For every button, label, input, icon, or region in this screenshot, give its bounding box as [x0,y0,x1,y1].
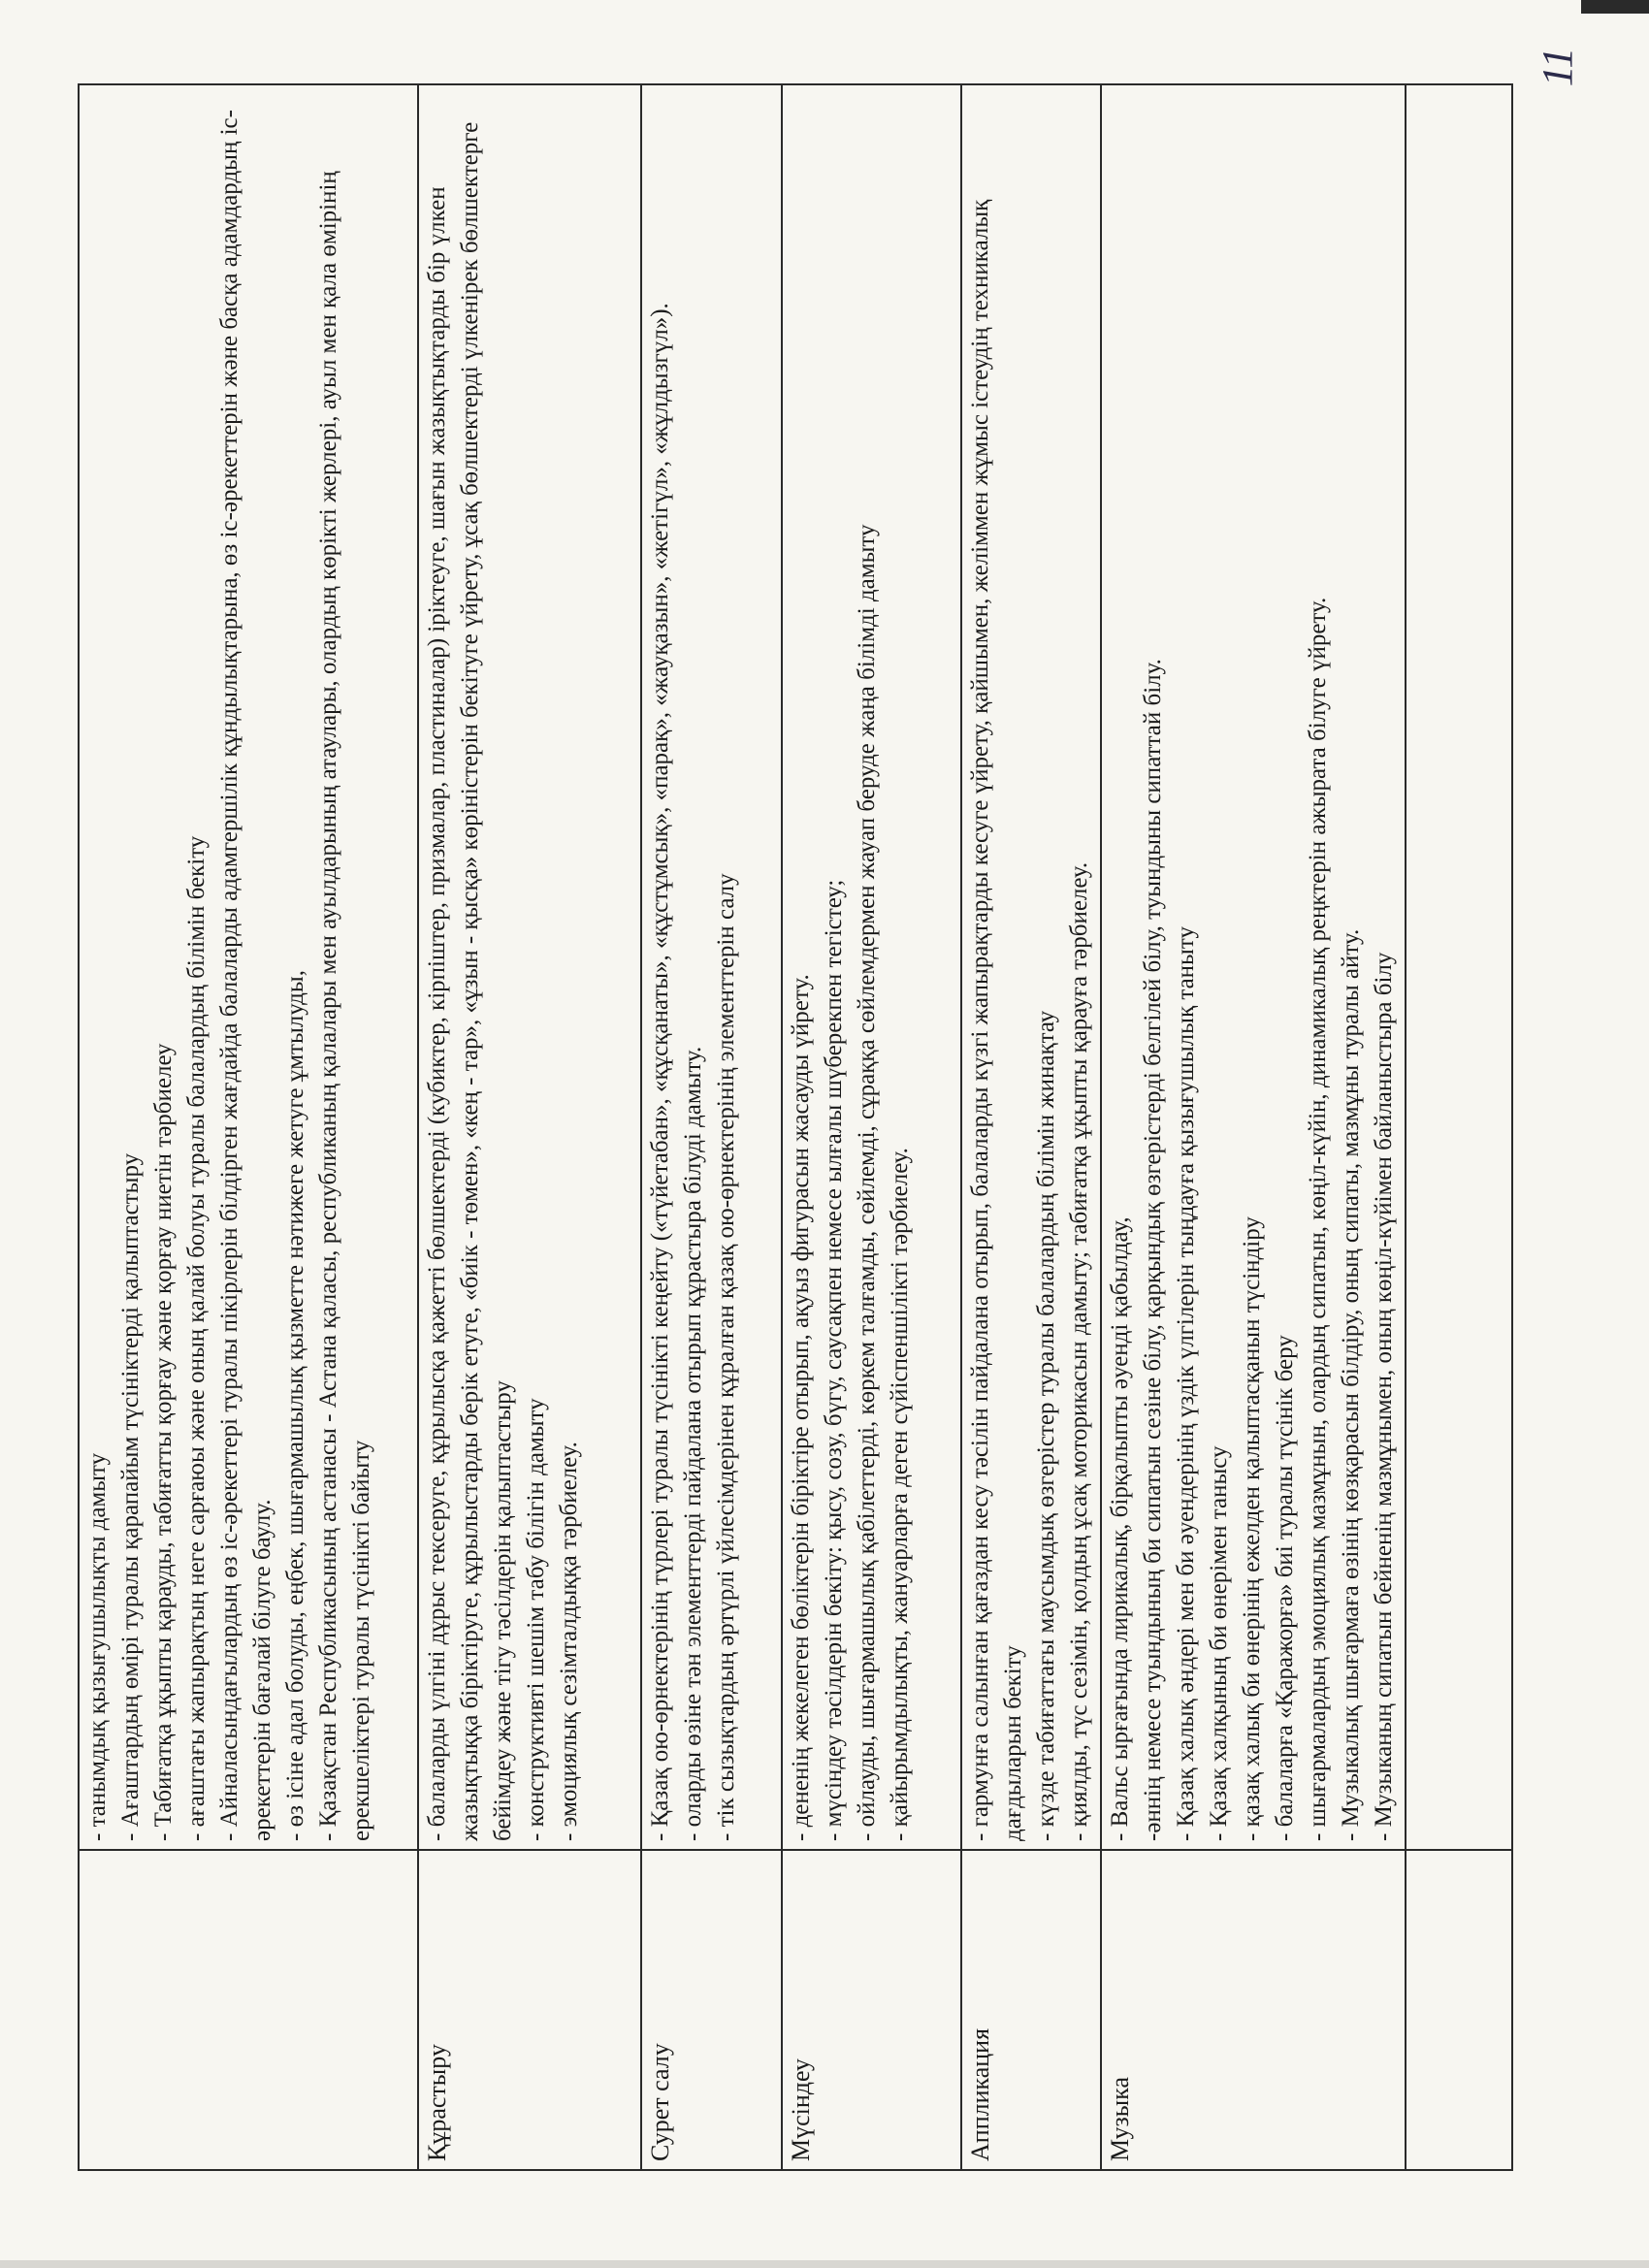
scan-edge-shadow [1581,0,1649,14]
objective-line: - эмоциялық сезімталдыққа тәрбиелеу. [556,1442,582,1841]
objective-line: - қиялды, түс сезімін, қолдың ұсақ моторикасын дамыту; табиғатқа ұқыпты қарауға тәрбиелеу. [1066,861,1092,1841]
subject-cell: Музыка [1101,1850,1406,2170]
scan-edge-bottom [0,2260,1649,2268]
objective-line: - күзде табиғаттағы маусымдық өзгерістер туралы балалардың білімін жинақтау [1033,1010,1059,1841]
objective-line: - Айналасындағылардың өз іс-әрекеттері туралы пікірлерін білдірген жағдайда балаларды адамгершілік құндылықтарына, өз іс-әрекеттерін және басқа адамдардың іс-әрекеттерін бағалай білуге баулу. [216,110,275,1841]
objective-line: - Қазақ ою-өрнектерінің түрлері туралы түсінікті кеңейту («түйетабан», «құсқанаты», «құстұмсық», «парақ», «жауқазын», «жетігүл», «жұлдызгүл»). [647,303,673,1841]
table-row [961,84,1101,2170]
objective-line: - Музыкалық шығармаға өзінің көзқарасын білдіру, оның сипаты, мазмұны туралы айту. [1338,928,1364,1841]
objective-line: - ойлауды, шығармашылық қабілеттерді, көркем талғамды, сөйлемді, сұраққа сөйлемдермен жауап беруде жаңа білімді дамыту [854,524,880,1841]
objective-line: - танымдық қызығушылықты дамыту [84,1452,111,1841]
table-row [1406,84,1512,2170]
table-row [1101,84,1406,2170]
objective-line: - Қазақ халқының би өнерімен танысу [1206,1445,1232,1841]
objective-line: - қайырымдылықты, жануарларға деген сүйіспеншілікті тәрбиелеу. [887,1148,913,1841]
rotated-table-wrapper [78,85,1455,2171]
objective-line: - конструктивті шешім табу білігін дамыту [523,1398,549,1841]
subject-cell [79,1850,418,2170]
objective-line: - ағаштағы жапырақтың неге сарғаюы және оның қалай болуы туралы балалардың білімін бекіту [183,835,210,1841]
objective-line: -әннің немесе туындының би сипатын сезіне білу, қарқындық өзгерістерді белгілей білу, туындыны сипаттай білу. [1140,659,1166,1841]
objectives-cell [1406,84,1512,1850]
objective-line: - Ағаштардың өмірі туралы қарапайым түсініктерді қалыптастыру [117,1152,144,1841]
table-row [782,84,961,2170]
objective-line: - Вальс ырғағында лирикалық, бірқалыпты әуенді қабылдау, [1107,1216,1133,1841]
subject-cell: Аппликация [961,1850,1101,2170]
objective-line: - балаларды үлгіні дұрыс тексеруге, құрылысқа қажетті бөлшектерді (кубиктер, кірпіштер, призмалар, пластиналар) іріктеуге, шағын жазықтықтарды бір үлкен жазықтыққа біріктіруге, құрылыстарды берік етуге, «биік - төмен», «кең - тар», «ұзын - қысқа» көріністерін бекітуге үйрету, ұсақ бөлшектерді үлкенірек бөлшектерге бейімдеу және тігу тәсілдерін қалыптастыру [424,121,516,1841]
objective-line: - дененің жекелеген бөліктерін біріктіре отырып, ақуыз фигурасын жасауды үйрету. [788,974,814,1841]
curriculum-table [78,83,1513,2171]
subject-cell: Құрастыру [418,1850,641,2170]
table-row [641,84,782,2170]
table-row [79,84,418,2170]
objectives-cell [961,84,1101,1850]
objective-line: - балаларға «Қаражорға» биі туралы түсінік беру [1272,1335,1298,1841]
objective-line: - Табиғатқа ұқыпты қарауды, табиғатты қорғау және қорғау ниетін тәрбиелеу [150,1043,177,1841]
objective-line: - Қазақ халық әндері мен би әуендерінің үздік үлгілерін тыңдауға қызығушылық таныту [1173,926,1199,1841]
table-row [418,84,641,2170]
objectives-cell [641,84,782,1850]
objective-line: - Қазақстан Республикасының астанасы - Астана қаласы, республиканың қалалары мен ауылдарының атаулары, олардың көрікті жерлері, ауыл мен қала өмірінің ерекшеліктері туралы түсінікті байыту [315,171,374,1841]
page-number: 11 [1534,47,1581,87]
objective-line: - Музыканың сипатын бейненің мазмұнымен, оның көңіл-күйімен байланыстыра білу [1371,952,1397,1841]
objective-line: - мүсіндеу тәсілдерін бекіту: қысу, созу, бүгу, саусақпен немесе ылғалы шүберекпен тегістеу; [821,879,847,1841]
curriculum-table-body [79,84,1512,2170]
objective-line: - өз ісіне адал болуды, еңбек, шығармашылық қызметте нәтижеге жетуге ұмтылуды, [282,970,308,1841]
subject-cell: Мүсіндеу [782,1850,961,2170]
objectives-cell [418,84,641,1850]
objective-line: - гармунға салынған қағаздан кесу тәсілін пайдалана отырып, балаларды күзгі жапырақтарды кесуге үйрету, қайшымен, желіммен жұмыс істеудің техникалық дағдыларын бекіту [967,199,1026,1841]
objective-line: - оларды өзіне тән элементтерді пайдалана отырып құрастыра білуді дамыту. [680,1046,706,1841]
objectives-cell [782,84,961,1850]
objectives-cell [1101,84,1406,1850]
objective-line: - шығармалардың эмоциялық мазмұнын, олардың сипатын, көңіл-күйін, динамикалық реңктерін ажырата білуге үйрету. [1305,597,1331,1841]
subject-cell [1406,1850,1512,2170]
objective-line: - тік сызықтардың әртүрлі үйлесімдерінен құралған қазақ ою-өрнектерінің элементтерін салу [713,873,739,1841]
subject-cell: Сурет салу [641,1850,782,2170]
objective-line: - қазақ халық би өнерінің ежелден қалыптасқанын түсіндіру [1239,1216,1265,1841]
objectives-cell [79,84,418,1850]
